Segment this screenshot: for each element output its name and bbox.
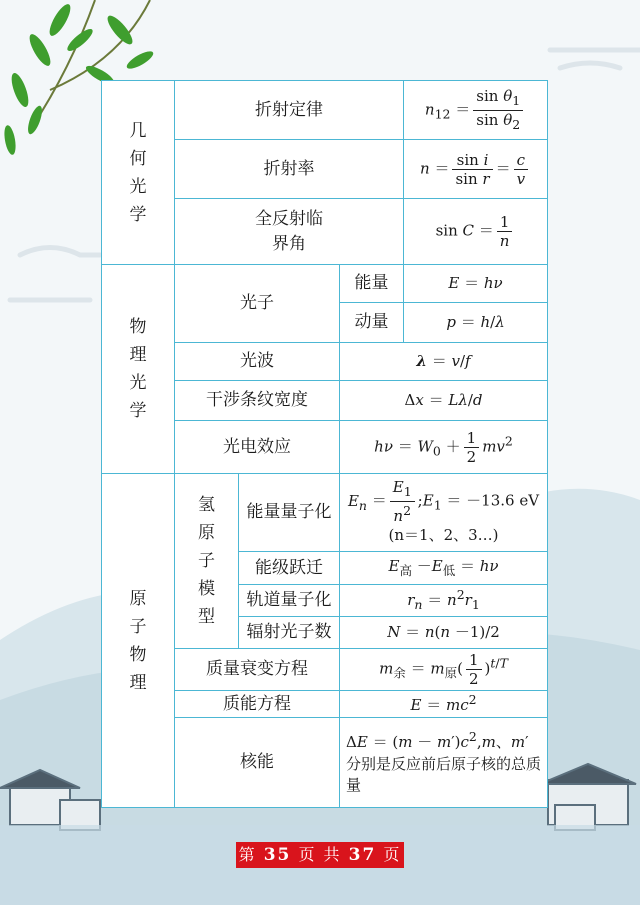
row-label-refractive-index: 折射率 xyxy=(175,140,404,199)
row-label-momentum: 动量 xyxy=(340,303,404,343)
formula-photon-count: N ＝ n(n －1)/2 xyxy=(340,617,548,649)
row-label-nuclear-energy: 核能 xyxy=(175,718,340,808)
row-label-refraction-law: 折射定律 xyxy=(175,81,404,140)
formula-photon-energy: E ＝ hν xyxy=(404,265,548,303)
formula-photon-momentum: p ＝ h/λ xyxy=(404,303,548,343)
formula-critical-angle: sin C ＝ $\frac{1}{n}$ xyxy=(404,199,548,265)
row-label-mass-decay: 质量衰变方程 xyxy=(175,649,340,691)
row-label-orbit-quantization: 轨道量子化 xyxy=(239,585,340,617)
row-label-photoelectric: 光电效应 xyxy=(175,421,340,474)
formula-table xyxy=(101,80,548,808)
formula-level-transition: $E_高 -E_低 = h\nu$ xyxy=(340,552,548,585)
formula-nuclear-energy: $\Delta E = (m - m')c^2,m$、m′分别是反应前后原子核的总质量 xyxy=(340,718,548,808)
formula-photoelectric: $h\nu = W_0$ ＋ $\frac{1}{2}$ $mv^2$ xyxy=(340,421,548,474)
formula-refractive-index: n ＝ $\frac{\text{sin i}}{\text{sin r}}$ ＝ $\frac{c}{v}$ xyxy=(404,140,548,199)
formula-refraction-law: $n_{12}$ ＝ $\frac{\sin \theta_1}{\sin \theta_2}$ xyxy=(404,81,548,140)
page-indicator: 第 35 页 共 37 页 xyxy=(236,842,404,868)
formula-energy-quantization: $E_n$ ＝ $\frac{E_1}{n^2}$ $;E_1 = -13.6$ eV (n＝1、2、3…) xyxy=(340,474,548,552)
category-physical-optics: 物理光学 xyxy=(102,265,175,474)
category-hydrogen-model: 氢原子模型 xyxy=(175,474,239,649)
row-label-photon: 光子 xyxy=(175,265,340,343)
row-label-critical-angle: 全反射临界角 xyxy=(175,199,404,265)
row-label-light-wave: 光波 xyxy=(175,343,340,381)
formula-mass-decay: $m_余 = m_原$( $\frac{1}{2}$ )$^{t/T}$ xyxy=(340,649,548,691)
formula-fringe-width: Δx ＝ Lλ/d xyxy=(340,381,548,421)
row-label-energy-quantization: 能量量子化 xyxy=(239,474,340,552)
category-atomic-physics: 原子物理 xyxy=(102,474,175,808)
row-label-mass-energy: 质能方程 xyxy=(175,691,340,718)
category-geometric-optics: 几何光学 xyxy=(102,81,175,265)
row-label-photon-count: 辐射光子数 xyxy=(239,617,340,649)
formula-light-wave: λ ＝ v/f xyxy=(340,343,548,381)
row-label-energy: 能量 xyxy=(340,265,404,303)
row-label-fringe-width: 干涉条纹宽度 xyxy=(175,381,340,421)
formula-orbit-quantization: $r_n = n^2r_1$ xyxy=(340,585,548,617)
row-label-level-transition: 能级跃迁 xyxy=(239,552,340,585)
formula-mass-energy: $E = mc^2$ xyxy=(340,691,548,718)
